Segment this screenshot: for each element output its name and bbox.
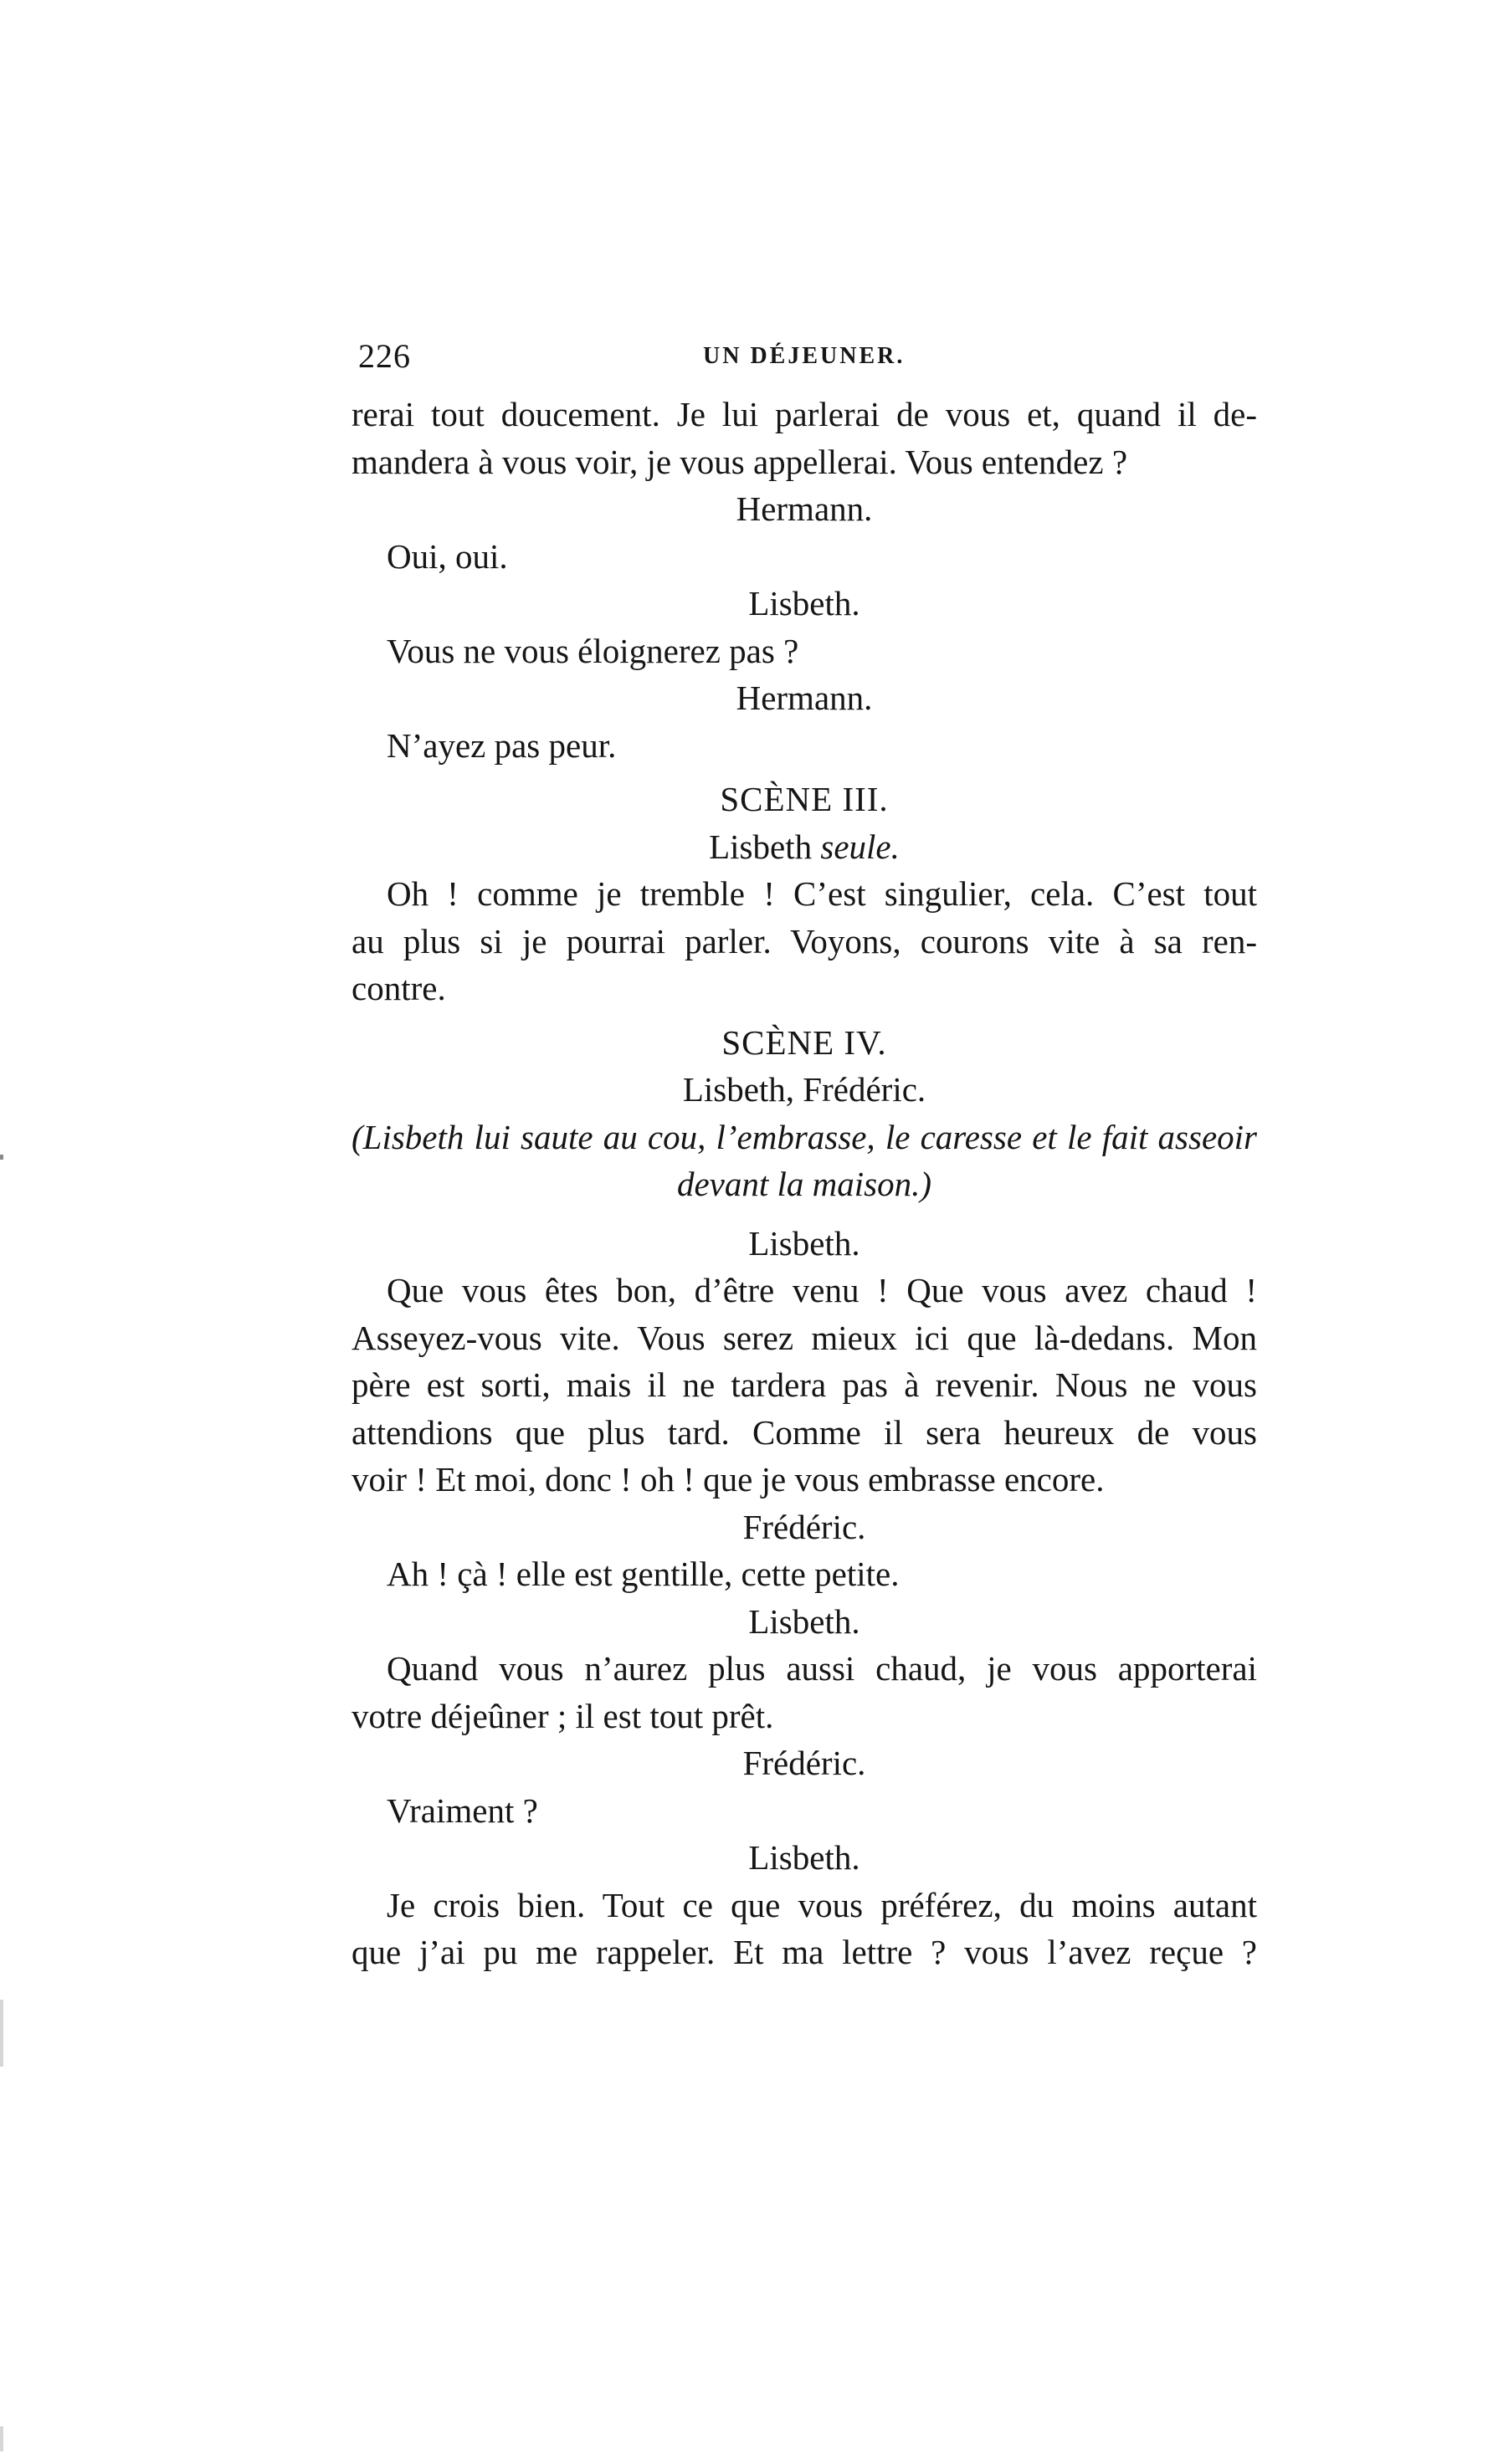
page-header [351, 336, 1264, 387]
text-line: Que vous êtes bon, d’être venu ! Que vous avez chaud ! [387, 1271, 1257, 1309]
text-line: au plus si je pourrai parler. Voyons, courons vite à sa ren- [351, 921, 1257, 960]
stage-direction: devant la maison.) [676, 1165, 932, 1203]
speaker-name: Lisbeth. [748, 1838, 860, 1877]
speaker-name: Hermann. [736, 489, 873, 528]
text-line: attendions que plus tard. Comme il sera heureux de vous [351, 1412, 1257, 1452]
text-line: contre. [351, 969, 446, 1007]
text-line: Quand vous n’aurez plus aussi chaud, je vous apporterai [387, 1649, 1257, 1688]
running-title: UN DÉJEUNER. [703, 343, 906, 369]
stage-direction: (Lisbeth lui saute au cou, l’embrasse, le caresse et le fait asseoir [351, 1117, 1257, 1156]
speaker-name: Frédéric. [742, 1507, 866, 1546]
text-line: votre déjeûner ; il est tout prêt. [351, 1696, 774, 1735]
speaker-name: Lisbeth. [748, 1601, 860, 1641]
edge-speck [0, 2426, 3, 2451]
speaker-name: Lisbeth. [748, 584, 860, 622]
text-line: Oui, oui. [387, 536, 508, 576]
scene-cast [351, 823, 1257, 871]
edge-speck [0, 2000, 3, 2067]
text-line: père est sorti, mais il ne tardera pas à revenir. Nous ne vous [351, 1365, 1257, 1404]
text-line: voir ! Et moi, donc ! oh ! que je vous embrasse encore. [351, 1460, 1105, 1498]
text-line: N’ayez pas peur. [387, 725, 617, 765]
scene-cast: Lisbeth, Frédéric. [682, 1070, 926, 1109]
scene-heading: SCÈNE III. [720, 780, 889, 818]
scene-heading: SCÈNE IV. [721, 1022, 887, 1062]
text-line: rerai tout doucement. Je lui parlerai de vous et, quand il de- [351, 395, 1257, 433]
play-text [351, 391, 1257, 1976]
page-number: 226 [358, 337, 411, 375]
text-line: que j’ai pu me rappeler. Et ma lettre ? vous l’avez reçue ? [351, 1933, 1257, 1971]
cast-name: Lisbeth [709, 827, 813, 866]
speaker-name: Frédéric. [742, 1744, 866, 1782]
text-line: Vraiment ? [387, 1790, 538, 1830]
edge-speck [0, 1155, 3, 1160]
stage-note: seule. [820, 827, 900, 866]
text-line: Vous ne vous éloignerez pas ? [387, 631, 799, 670]
text-line: Ah ! çà ! elle est gentille, cette petite. [387, 1555, 900, 1593]
text-line: Je crois bien. Tout ce que vous préférez, du moins autant [387, 1885, 1257, 1924]
speaker-name: Lisbeth. [748, 1223, 860, 1263]
text-line: Oh ! comme je tremble ! C’est singulier, cela. C’est tout [387, 874, 1257, 913]
speaker-name: Hermann. [736, 679, 873, 717]
text-line: Asseyez-vous vite. Vous serez mieux ici que là-dedans. Mon [351, 1318, 1257, 1357]
text-line: mandera à vous voir, je vous appellerai. Vous entendez ? [351, 442, 1128, 481]
